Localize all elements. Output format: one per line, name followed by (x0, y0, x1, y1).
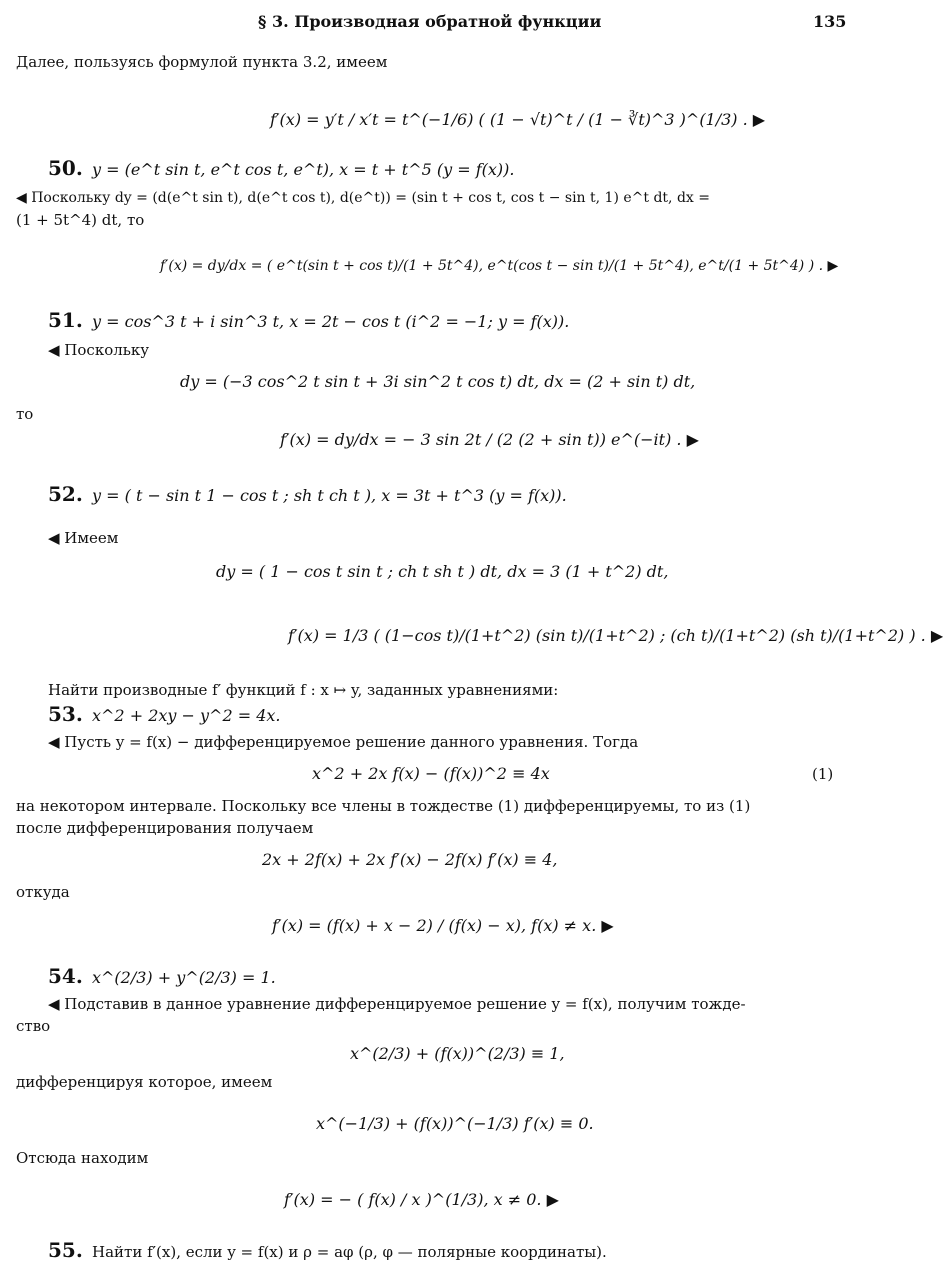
text-line: после дифференцирования получаем (16, 819, 314, 837)
equation: f′(x) = dy/dx = − 3 sin 2t / (2 (2 + sin t)) e^(−it) . ▶ (280, 430, 699, 449)
text-line: Отсюда находим (16, 1149, 149, 1167)
text-line: ◀ Поскольку dy = (d(e^t sin t), d(e^t cos t), d(e^t)) = (sin t + cos t, cos t − sin t, 1) e^t dt, dx = (16, 190, 710, 206)
equation: f′(x) = y′t / x′t = t^(−1/6) ( (1 − √t)^t / (1 − ∛t)^3 )^(1/3) . ▶ (270, 110, 766, 129)
text-line: ◀ Поскольку (48, 341, 150, 359)
equation: f′(x) = dy/dx = ( e^t(sin t + cos t)/(1 + 5t^4), e^t(cos t − sin t)/(1 + 5t^4), e^t/(1 + 5t^4) ) . ▶ (160, 258, 839, 274)
text-line: дифференцируя которое, имеем (16, 1073, 273, 1091)
equation: dy = (−3 cos^2 t sin t + 3i sin^2 t cos t) dt, dx = (2 + sin t) dt, (180, 372, 696, 391)
problem-statement: y = ( t − sin t 1 − cos t ; sh t ch t ), x = 3t + t^3 (y = f(x)). (92, 486, 567, 505)
equation: 2x + 2f(x) + 2x f′(x) − 2f(x) f′(x) ≡ 4, (262, 850, 558, 869)
text-line: (1 + 5t^4) dt, то (16, 211, 145, 229)
text-line: Найти производные f′ функций f : x ↦ y, заданных уравнениями: (48, 681, 559, 699)
equation: dy = ( 1 − cos t sin t ; ch t sh t ) dt, dx = 3 (1 + t^2) dt, (216, 562, 669, 581)
text-line: ство (16, 1017, 51, 1035)
problem-statement: x^(2/3) + y^(2/3) = 1. (92, 968, 276, 987)
text-line: откуда (16, 883, 70, 901)
text-line: ◀ Подставив в данное уравнение дифференцируемое решение y = f(x), получим тожде- (48, 995, 746, 1013)
section-title: § 3. Производная обратной функции (258, 12, 602, 31)
problem-statement: Найти f′(x), если y = f(x) и ρ = aφ (ρ, φ — полярные координаты). (92, 1243, 607, 1261)
problem-number: 55. (48, 1238, 83, 1262)
problem-statement: y = (e^t sin t, e^t cos t, e^t), x = t + t^5 (y = f(x)). (92, 160, 515, 179)
problem-statement: x^2 + 2xy − y^2 = 4x. (92, 706, 281, 725)
text-line: то (16, 405, 34, 423)
text-line: ◀ Имеем (48, 529, 119, 547)
page-number: 135 (813, 12, 847, 31)
equation: f′(x) = − ( f(x) / x )^(1/3), x ≠ 0. ▶ (284, 1190, 559, 1209)
problem-number: 54. (48, 964, 83, 988)
problem-number: 51. (48, 308, 83, 332)
text-line: ◀ Пусть y = f(x) − дифференцируемое решение данного уравнения. Тогда (48, 733, 639, 751)
equation-tag: (1) (812, 765, 834, 783)
problem-number: 50. (48, 156, 83, 180)
problem-number: 52. (48, 482, 83, 506)
text-line: на некотором интервале. Поскольку все члены в тождестве (1) дифференцируемы, то из (1) (16, 797, 751, 815)
equation: x^(−1/3) + (f(x))^(−1/3) f′(x) ≡ 0. (316, 1114, 594, 1133)
problem-number: 53. (48, 702, 83, 726)
equation: x^(2/3) + (f(x))^(2/3) ≡ 1, (350, 1044, 565, 1063)
equation: f′(x) = 1/3 ( (1−cos t)/(1+t^2) (sin t)/(1+t^2) ; (ch t)/(1+t^2) (sh t)/(1+t^2) ) . ▶ (288, 626, 943, 645)
equation: x^2 + 2x f(x) − (f(x))^2 ≡ 4x (312, 764, 550, 783)
equation: f′(x) = (f(x) + x − 2) / (f(x) − x), f(x) ≠ x. ▶ (272, 916, 614, 935)
text-line: Далее, пользуясь формулой пункта 3.2, имеем (16, 53, 388, 71)
problem-statement: y = cos^3 t + i sin^3 t, x = 2t − cos t (i^2 = −1; y = f(x)). (92, 312, 570, 331)
